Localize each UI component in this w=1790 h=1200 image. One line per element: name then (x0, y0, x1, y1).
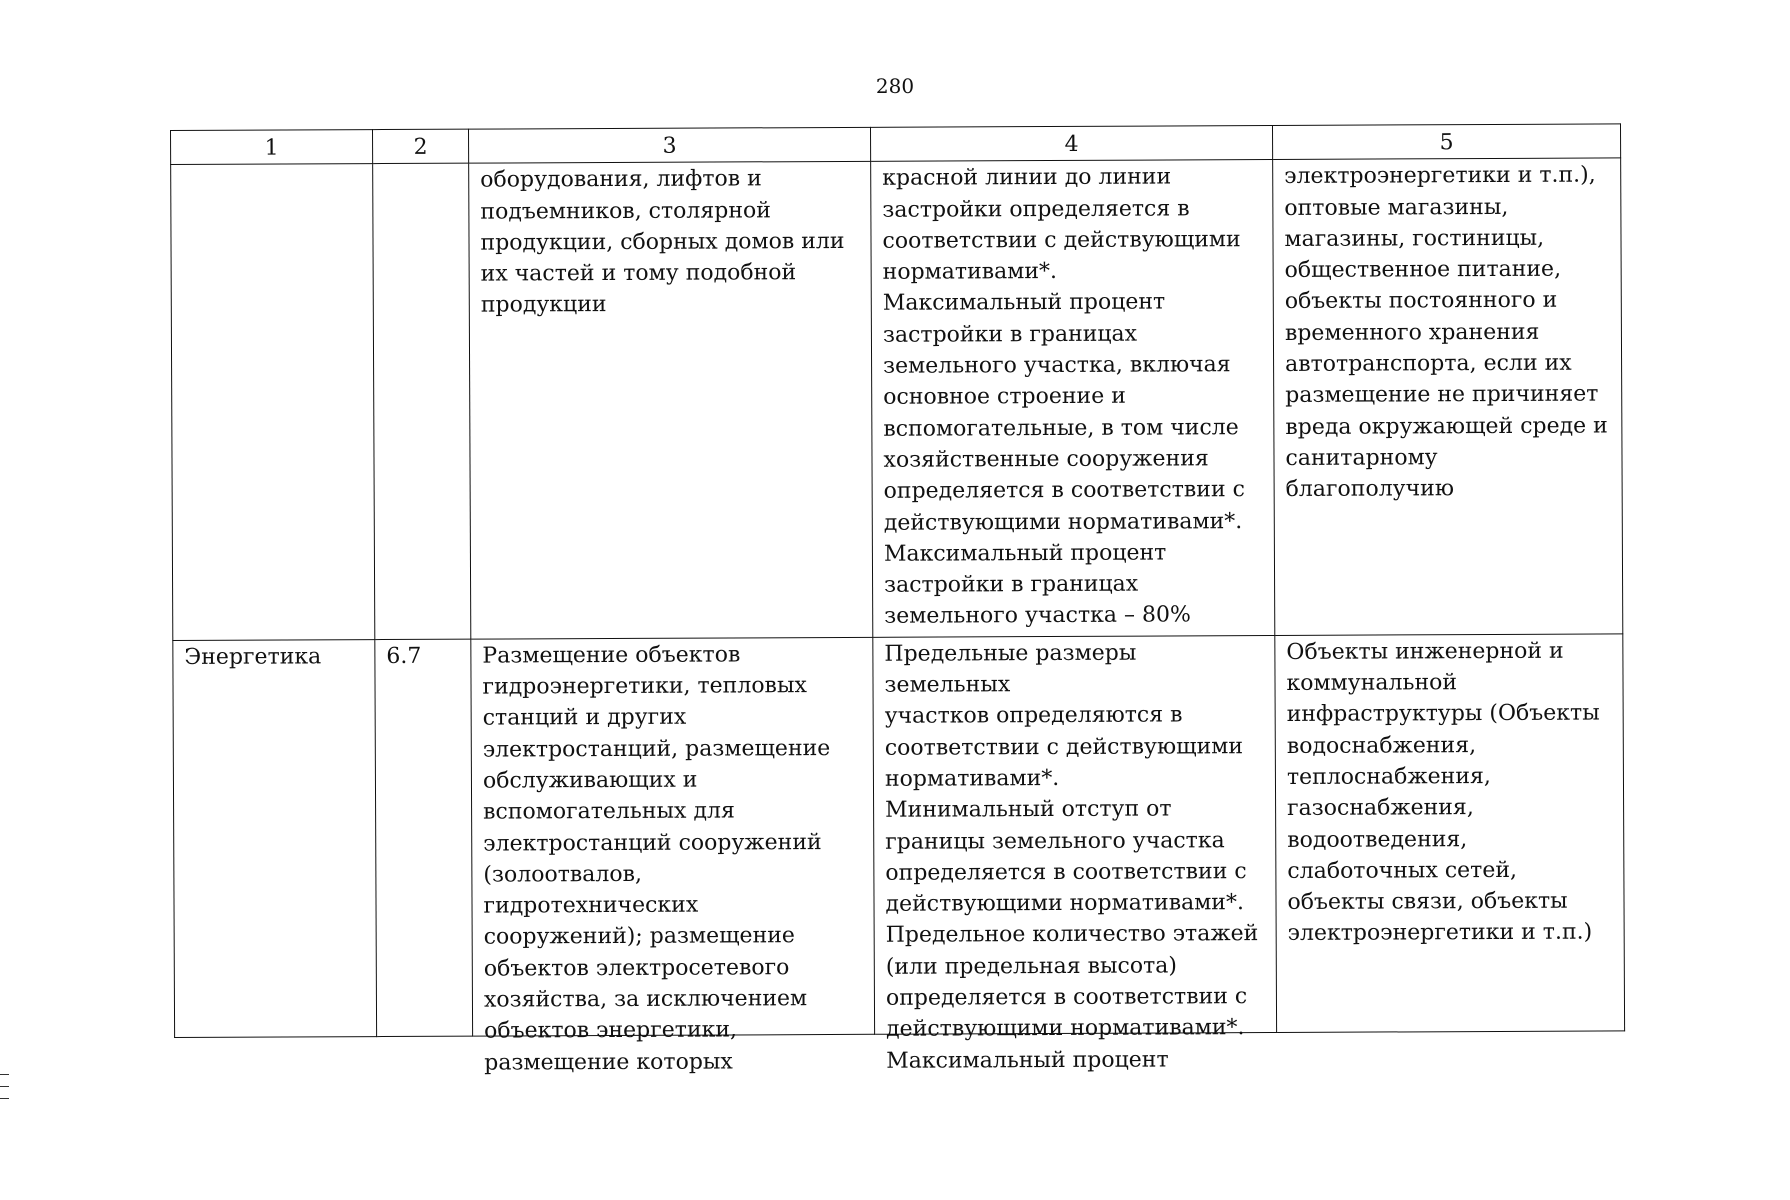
cell-text: 6.7 (386, 643, 422, 669)
cell-text: Предельные размеры земельных участков определяются в соответствии с действующими нормативами*. Минимальный отступ от границы земельного участка определяется в соответствии с действующими нормативами*. Предельное количество этажей (или предельная высота) определяется в соответствии с действующими нормативами*. Максимальный процент (884, 640, 1259, 1074)
cell-parameters: красной линии до линии застройки определяется в соответствии с действующими нормативами*. Максимальный процент застройки в границах земельного участка, включая основное строение и вспомогательные, в том числе хозяйственные сооружения определяется в соответствии с действующими нормативами*. Максимальный процент застройки в границах земельного участка – 80% (871, 160, 1275, 637)
column-header-2: 2 (373, 129, 469, 164)
cell-use-code (375, 639, 473, 1036)
table-row (173, 634, 1625, 1038)
cell-auxiliary-uses (1275, 634, 1625, 1033)
binding-margin-marks (0, 1074, 9, 1100)
column-header-1: 1 (171, 130, 373, 165)
cell-text: Размещение объектов гидроэнергетики, тепловых станций и других электростанций, размещение обслуживающих и вспомогательных для электростанций сооружений (золоотвалов, гидротехнических сооружений); размещение объектов электросетевого хозяйства, за исключением объектов энергетики, размещение которых (482, 642, 831, 1076)
cell-use-name (173, 639, 377, 1037)
cell-parameters (873, 635, 1277, 1074)
land-use-table (170, 123, 1625, 1076)
cell-text: Энергетика (184, 644, 322, 670)
column-header-5: 5 (1272, 124, 1620, 160)
cell-use-description: оборудования, лифтов и подъемников, столярной продукции, сборных домов или их частей и тому подобной продукции (469, 162, 873, 639)
page-number: 280 (875, 74, 915, 98)
column-header-4: 4 (870, 125, 1272, 161)
cell-use-code (373, 163, 471, 639)
cell-use-description (471, 637, 875, 1076)
cell-text: Объекты инженерной и коммунальной инфраструктуры (Объекты водоснабжения, теплоснабжения, газоснабжения, водоотведения, слаботочных сетей, объекты связи, объекты электроэнергетики и т.п.) (1286, 638, 1600, 947)
cell-use-name (171, 164, 375, 640)
cell-auxiliary-uses: электроэнергетики и т.п.), оптовые магазины, магазины, гостиницы, общественное питание, объекты постоянного и временного хранения автотранспорта, если их размещение не причиняет вреда окружающей среде и санитарному благополучию (1273, 158, 1623, 635)
column-header-3: 3 (468, 127, 870, 163)
table-row (171, 158, 1623, 640)
